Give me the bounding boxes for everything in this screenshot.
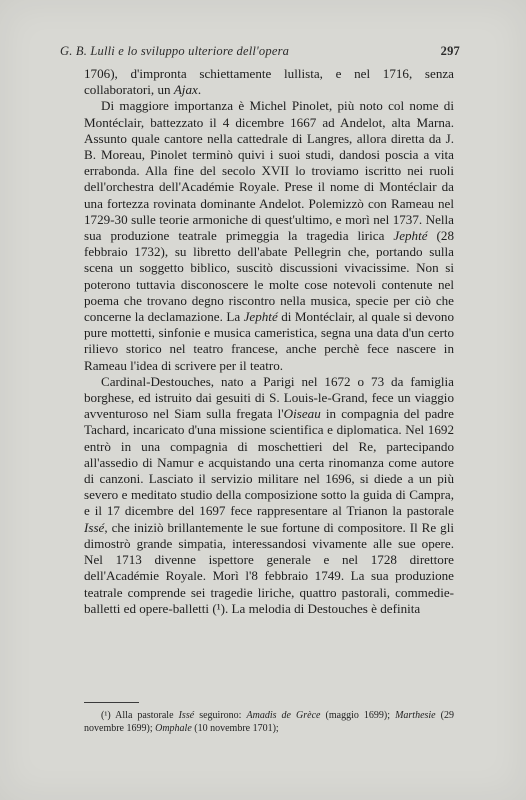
page-number: 297 xyxy=(440,44,460,58)
text-run: Di maggiore importanza è Michel Pinolet, più noto col nome di Montéclair, battezzato il 4 dicembre 1667 ad Andelot, alta Marna. Assunto quale cantore nella cattedrale di Langres, allora diretta da J. B. Moreau, Pinolet terminò quivi i suoi studi, dandosi poscia a vita errabonda. Alla fine del secolo XVII lo troviamo iscritto nei ruoli dell'orchestra dell'Académie Royale. Prese il nome di Montéclair da una fortezza rovinata dominante Andelot. Polemizzò con Rameau nel 1729-30 sulle teorie armoniche di quest'ultimo, e morì nel 1737. Nella sua produzione teatrale primeggia la tragedia lirica xyxy=(84,98,454,244)
paragraph-continuation xyxy=(84,66,454,98)
text-run: 1706), d'impronta schiettamente lullista, e nel 1716, senza collaboratori, un xyxy=(84,66,454,98)
italic-title: Omphale xyxy=(155,723,192,734)
italic-title: Jephté xyxy=(393,228,428,244)
text-run: . xyxy=(197,82,202,98)
running-header xyxy=(60,44,460,59)
text-run: , che iniziò brillantemente le sue fortune di compositore. Il Re gli dimostrò grande simpatia, interessandosi vivamente alle sue opere. Nel 1713 divenne ispettore generale e nel 1728 direttore dell'Académie Royale. Morì l'8 febbraio 1749. La sua produzione teatrale comprende sei tragedie liriche, quattro pastorali, commedie-balletti ed opere-balletti (¹). La melodia di Destouches è definita xyxy=(84,519,454,616)
text-run: (¹) Alla pastorale xyxy=(101,710,179,721)
italic-title: Jephté xyxy=(243,309,278,325)
text-run: (maggio 1699); xyxy=(320,710,396,721)
footnote xyxy=(84,709,454,735)
text-run: in compagnia del padre Tachard, incaricato d'una missione scientifica e diplomatica. Nel 1692 entrò in una compagnia di moschettieri del Re, partecipando all'assedio di Namur e acquistando una certa rinomanza come autore di canzoni. Lasciato il servizio militare nel 1696, si diede a un più severo e meditato studio della composizione sotto la guida di Campra, e il 17 dicembre del 1697 fece rappresentare al Trianon la pastorale xyxy=(84,406,454,519)
text-run: (29 novembre 1699); xyxy=(84,710,455,734)
italic-title: Amadis de Grèce xyxy=(246,710,321,721)
italic-title: Oiseau xyxy=(283,406,321,422)
paragraph-monteclair xyxy=(84,98,454,373)
text-run: (10 novembre 1701); xyxy=(191,723,279,734)
italic-title: Ajax xyxy=(173,82,198,98)
text-run: Cardinal-Destouches, nato a Parigi nel 1672 o 73 da famiglia borghese, ed istruito dai gesuiti di S. Louis-le-Grand, fece un viaggio avventuroso nel Siam sulla fregata l' xyxy=(84,373,454,422)
paragraph-destouches xyxy=(84,374,454,617)
italic-title: Issé xyxy=(178,710,195,721)
italic-title: Issé xyxy=(84,519,105,535)
italic-title: Marthesie xyxy=(395,710,436,721)
main-text xyxy=(84,66,454,617)
text-run: di Montéclair, al quale si devono pure mottetti, sinfonie e musica cameristica, segna una data d'un certo rilievo storico nel teatro francese, anche perchè fece nascere in Rameau l'idea di scrivere per il teatro. xyxy=(84,309,454,373)
footnote-divider xyxy=(84,702,139,703)
running-title: G. B. Lulli e lo sviluppo ulteriore dell'opera xyxy=(60,44,290,58)
text-run: (28 febbraio 1732), su libretto dell'abate Pellegrin che, portando sulla scena un soggetto biblico, suscitò discussioni vivacissime. Non si poterono tuttavia disconoscere le molte cose notevoli contenute nel poema che trovano degno riscontro nella musica, specie per ciò che concerne la declamazione. La xyxy=(84,228,455,325)
text-run: seguirono: xyxy=(194,710,247,721)
